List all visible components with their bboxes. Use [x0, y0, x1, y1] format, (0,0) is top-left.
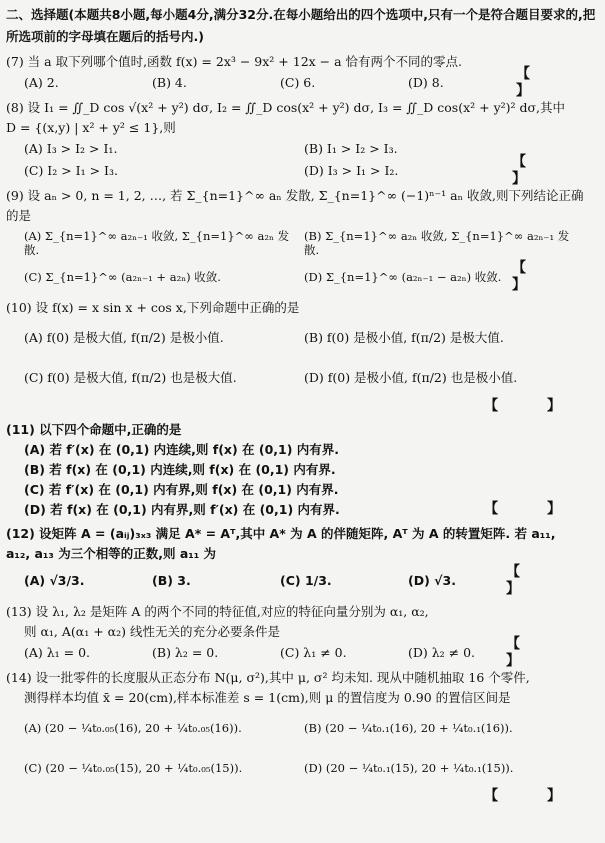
question-14	[6, 668, 597, 806]
option-b[interactable]: (B) 4.	[152, 75, 187, 91]
answer-bracket[interactable]: 【 】	[512, 259, 548, 293]
question-8-domain: D = {(x,y) | x² + y² ≤ 1},则	[6, 120, 176, 135]
question-8-options-row2	[24, 153, 597, 187]
question-9	[6, 186, 597, 294]
option-a[interactable]: (A) (20 − ¼t₀.₀₅(16), 20 + ¼t₀.₀₅(16)).	[24, 720, 242, 735]
option-b[interactable]: (B) 若 f(x) 在 (0,1) 内连续,则 f(x) 在 (0,1) 内有界.	[24, 462, 336, 478]
option-c[interactable]: (C) f(0) 是极大值, f(π/2) 也是极大值.	[24, 370, 237, 386]
question-11	[6, 420, 597, 520]
option-b[interactable]: (B) Σ_{n=1}^∞ a₂ₙ 收敛, Σ_{n=1}^∞ a₂ₙ₋₁ 发散.	[304, 228, 570, 257]
section-header: 二、选择题(本题共8小题,每小题4分,满分32分.在每小题给出的四个选项中,只有一个是符合题目要求的,把所选项前的字母填在题后的括号内.)	[6, 7, 596, 44]
question-13-text: (13) 设 λ₁, λ₂ 是矩阵 A 的两个不同的特征值,对应的特征向量分别为 α₁, α₂,	[6, 604, 429, 619]
question-9-options-row1	[24, 226, 597, 260]
answer-bracket[interactable]: 【 】	[506, 563, 542, 597]
option-d[interactable]: (D) Σ_{n=1}^∞ (a₂ₙ₋₁ − a₂ₙ) 收敛.	[304, 269, 502, 284]
question-7-text: (7) 当 a 取下列哪个值时,函数 f(x) = 2x³ − 9x² + 12x − a 恰有两个不同的零点.	[6, 54, 463, 69]
option-b[interactable]: (B) f(0) 是极小值, f(π/2) 是极大值.	[304, 330, 504, 346]
option-d[interactable]: (D) I₃ > I₁ > I₂.	[304, 163, 399, 179]
question-10	[6, 298, 597, 416]
answer-bracket-line	[6, 788, 597, 806]
option-b[interactable]: (B) 3.	[152, 573, 191, 589]
answer-bracket[interactable]: 【 】	[484, 788, 583, 804]
option-b[interactable]: (B) I₁ > I₂ > I₃.	[304, 141, 398, 157]
answer-bracket[interactable]: 【 】	[512, 153, 548, 187]
answer-bracket[interactable]: 【 】	[484, 501, 583, 518]
option-a[interactable]: (A) 2.	[24, 75, 59, 91]
option-a[interactable]: (A) λ₁ = 0.	[24, 645, 91, 661]
question-7	[6, 52, 597, 99]
answer-bracket[interactable]: 【 】	[506, 635, 542, 669]
question-7-options	[24, 65, 597, 99]
option-c[interactable]: (C) Σ_{n=1}^∞ (a₂ₙ₋₁ + a₂ₙ) 收敛.	[24, 269, 221, 284]
question-9-options-row2	[24, 260, 597, 294]
option-c[interactable]: (C) 若 f′(x) 在 (0,1) 内有界,则 f(x) 在 (0,1) 内有界.	[24, 482, 339, 498]
option-d[interactable]: (D) f(0) 是极小值, f(π/2) 也是极小值.	[304, 370, 518, 386]
question-10-options-row1	[24, 318, 597, 358]
option-a[interactable]: (A) Σ_{n=1}^∞ a₂ₙ₋₁ 收敛, Σ_{n=1}^∞ a₂ₙ 发散.	[24, 228, 290, 257]
question-12-options	[24, 564, 597, 598]
question-12-text-2: a₁₂, a₁₃ 为三个相等的正数,则 a₁₁ 为	[6, 546, 217, 561]
question-10-text: (10) 设 f(x) = x sin x + cos x,下列命题中正确的是	[6, 300, 300, 315]
answer-bracket[interactable]: 【 】	[484, 398, 583, 414]
question-14-text: (14) 设一批零件的长度服从正态分布 N(μ, σ²),其中 μ, σ² 均未知. 现从中随机抽取 16 个零件,	[6, 670, 530, 685]
option-b[interactable]: (B) (20 − ¼t₀.₁(16), 20 + ¼t₀.₁(16)).	[304, 720, 513, 735]
answer-bracket-line	[6, 398, 597, 416]
question-13	[6, 602, 597, 669]
question-13-text-2: 则 α₁, A(α₁ + α₂) 线性无关的充分必要条件是	[24, 624, 280, 639]
question-9-text: (9) 设 aₙ > 0, n = 1, 2, …, 若 Σ_{n=1}^∞ aₙ 发散, Σ_{n=1}^∞ (−1)ⁿ⁻¹ aₙ 收敛,则下列结论正确的是	[6, 188, 584, 223]
option-a[interactable]: (A) f(0) 是极大值, f(π/2) 是极小值.	[24, 330, 224, 346]
question-14-options-row2	[24, 748, 597, 788]
option-a[interactable]: (A) 若 f′(x) 在 (0,1) 内连续,则 f(x) 在 (0,1) 内有界.	[24, 442, 340, 458]
option-d-text[interactable]: (D) 若 f(x) 在 (0,1) 内有界,则 f′(x) 在 (0,1) 内有界.	[24, 502, 340, 518]
option-c[interactable]: (C) 1/3.	[280, 573, 332, 589]
option-c[interactable]: (C) (20 − ¼t₀.₀₅(15), 20 + ¼t₀.₀₅(15)).	[24, 760, 243, 775]
question-12-text: (12) 设矩阵 A = (aᵢⱼ)₃ₓ₃ 满足 A* = Aᵀ,其中 A* 为 A 的伴随矩阵, Aᵀ 为 A 的转置矩阵. 若 a₁₁,	[6, 526, 556, 541]
option-d[interactable]: (D) (20 − ¼t₀.₁(15), 20 + ¼t₀.₁(15)).	[304, 760, 514, 775]
question-14-options-row1	[24, 708, 597, 748]
option-c[interactable]: (C) λ₁ ≠ 0.	[280, 645, 347, 661]
option-a[interactable]: (A) √3/3.	[24, 573, 85, 589]
question-12	[6, 524, 597, 598]
question-13-options	[24, 635, 597, 669]
question-8-text: (8) 设 I₁ = ∬_D cos √(x² + y²) dσ, I₂ = ∬_D cos(x² + y²) dσ, I₃ = ∬_D cos(x² + y²)² dσ,其中	[6, 100, 566, 115]
question-11-options	[24, 440, 597, 520]
question-14-text-2: 测得样本均值 x̄ = 20(cm),样本标准差 s = 1(cm),则 μ 的置信度为 0.90 的置信区间是	[24, 690, 511, 705]
option-d[interactable]: (D) √3.	[408, 573, 456, 589]
option-c[interactable]: (C) 6.	[280, 75, 316, 91]
question-11-text: (11) 以下四个命题中,正确的是	[6, 422, 182, 437]
answer-bracket[interactable]: 【 】	[516, 65, 552, 99]
option-b[interactable]: (B) λ₂ = 0.	[152, 645, 219, 661]
option-d[interactable]: (D) 8.	[408, 75, 444, 91]
option-a[interactable]: (A) I₃ > I₂ > I₁.	[24, 141, 118, 157]
option-c[interactable]: (C) I₂ > I₁ > I₃.	[24, 163, 118, 179]
option-d[interactable]: (D) λ₂ ≠ 0.	[408, 645, 476, 661]
option-d	[24, 500, 597, 520]
question-10-options-row2	[24, 358, 597, 398]
question-8	[6, 98, 597, 187]
